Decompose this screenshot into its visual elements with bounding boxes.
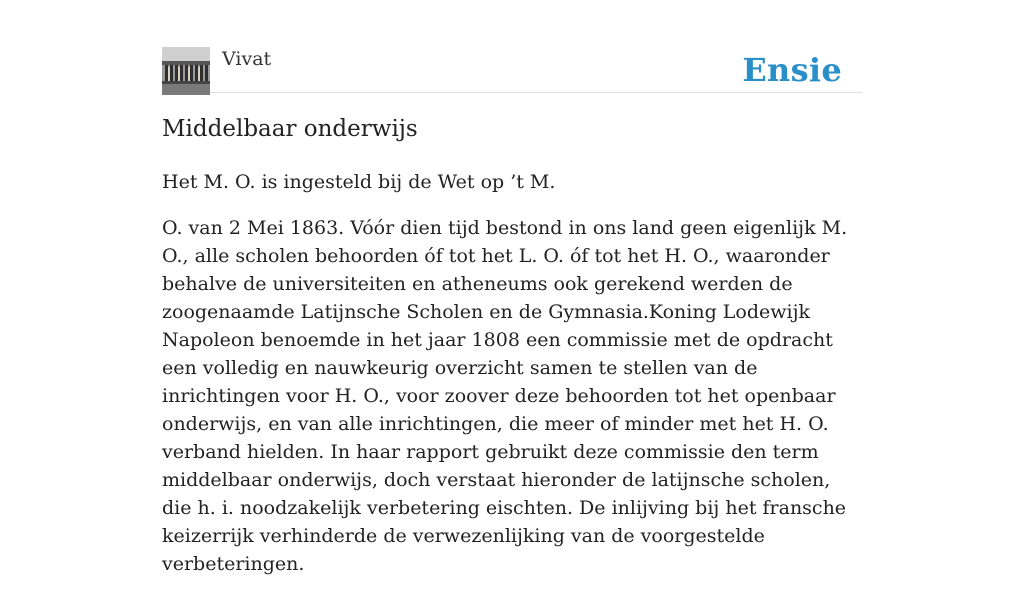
brand-logo[interactable]: Ensie	[742, 51, 842, 89]
bookshelf-icon	[162, 47, 210, 95]
author-name[interactable]: Vivat	[222, 48, 272, 70]
article-body	[162, 168, 862, 596]
page-title: Middelbaar onderwijs	[162, 116, 418, 142]
paragraph: O. van 2 Mei 1863. Vóór dien tijd bestond in ons land geen eigenlijk M. O., alle scholen behoorden óf tot het L. O. óf tot het H. O., waaronder behalve de universiteiten en atheneums ook gerekend werden de zoogenaamde Latijnsche Scholen en de Gymnasia.Koning Lodewijk Napoleon benoemde in het jaar 1808 een commissie met de opdracht een volledig en nauwkeurig overzicht samen te stellen van de inrichtingen voor H. O., voor zoover deze behoorden tot het openbaar onderwijs, en van alle inrichtingen, die meer of minder met het H. O. verband hielden. In haar rapport gebruikt deze commissie den term middelbaar onderwijs, doch verstaat hieronder de latijnsche scholen, die h. i. noodzakelijk verbetering eischten. De inlijving bij het fransche keizerrijk verhinderde de verwezenlijking van de voorgestelde verbeteringen.	[162, 217, 848, 575]
paragraph: Het M. O. is ingesteld bij de Wet op ’t M.	[162, 171, 556, 193]
site-header	[162, 46, 862, 93]
avatar[interactable]	[162, 47, 210, 95]
